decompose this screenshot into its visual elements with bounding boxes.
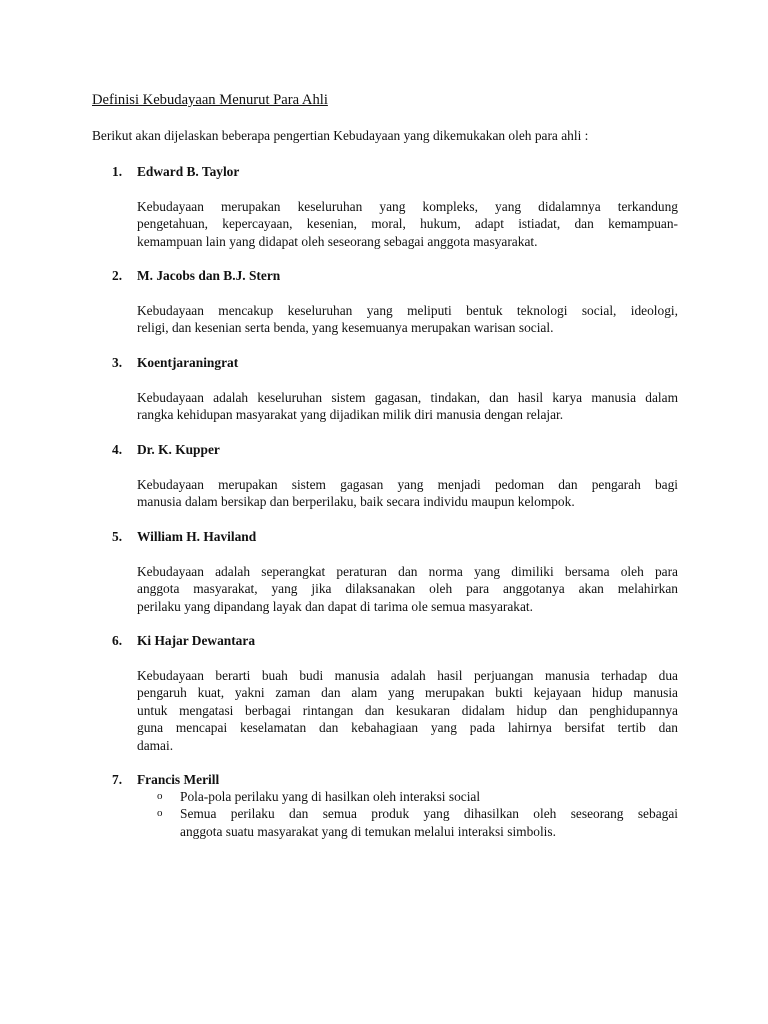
entry-name: Francis Merill [137,772,220,787]
entry-name: Koentjaraningrat [137,355,239,370]
entry-number: 5. [112,529,123,544]
entry-name: Dr. K. Kupper [137,442,220,457]
entry-definition [137,389,678,424]
entry-number: 4. [112,442,123,457]
entry-definition [137,563,678,615]
entry-definition [137,302,678,337]
bullet-circle-icon: o [157,807,163,820]
bullet-line: Semua perilaku dan semua produk yang dihasilkan oleh seseorang sebagai [180,806,678,822]
entry-name: William H. Haviland [137,529,257,544]
entry-number: 7. [112,772,123,787]
entry-number: 1. [112,164,123,179]
definition-line: pengetahuan, kepercayaan, kesenian, moral, hukum, adapt istiadat, dan kemampuan- [137,216,678,232]
entry-number: 2. [112,268,123,283]
definition-line: religi, dan kesenian serta benda, yang kesemuanya merupakan warisan social. [137,320,554,336]
definition-line: damai. [137,737,174,753]
definition-line: perilaku yang dipandang layak dan dapat di tarima ole semua masyarakat. [137,598,533,614]
entry-number: 6. [112,633,123,648]
entry-name: M. Jacobs dan B.J. Stern [137,268,281,283]
definition-line: Kebudayaan adalah seperangkat peraturan dan norma yang dimiliki bersama oleh para [137,564,678,579]
definition-line: Kebudayaan berarti buah budi manusia adalah hasil perjuangan manusia terhadap dua [137,668,678,683]
definition-line: pengaruh kuat, yakni zaman dan alam yang merupakan bukti kejayaan hidup manusia [137,685,678,701]
bullet-line: anggota suatu masyarakat yang di temukan melalui interaksi simbolis. [180,823,556,839]
definition-line: rangka kehidupan masyarakat yang dijadikan milik diri manusia dengan relajar. [137,407,564,423]
definition-line: Kebudayaan adalah keseluruhan sistem gagasan, tindakan, dan hasil karya manusia dalam [137,390,678,405]
page-title: Definisi Kebudayaan Menurut Para Ahli [92,92,328,108]
definition-line: Kebudayaan merupakan keseluruhan yang kompleks, yang didalamnya terkandung [137,199,678,214]
entry-number: 3. [112,355,123,370]
definition-line: guna mencapai keselamatan dan kebahagiaan yang pada lahirnya bersifat tertib dan [137,720,678,736]
bullet-circle-icon: o [157,790,163,802]
entry-name: Edward B. Taylor [137,164,240,179]
definition-line: anggota masyarakat, yang jika dilaksanakan oleh para anggotanya akan melahirkan [137,581,678,597]
bullet-text [180,788,678,805]
entry-definition [137,476,678,511]
entry-definition [137,198,678,250]
entry-definition [137,667,678,754]
bullet-line: Pola-pola perilaku yang di hasilkan oleh interaksi social [180,789,481,804]
intro-paragraph: Berikut akan dijelaskan beberapa pengertian Kebudayaan yang dikemukakan oleh para ahli : [92,128,589,143]
definition-line: Kebudayaan merupakan sistem gagasan yang menjadi pedoman dan pengarah bagi [137,477,678,492]
bullet-text [180,805,678,840]
definition-line: untuk mengatasi berbagai rintangan dan kesukaran didalam hidup dan penghidupannya [137,702,678,718]
definition-line: kemampuan lain yang didapat oleh seseorang sebagai anggota masyarakat. [137,233,538,249]
definition-line: manusia dalam bersikap dan berperilaku, baik secara individu maupun kelompok. [137,494,575,510]
definition-line: Kebudayaan mencakup keseluruhan yang meliputi bentuk teknologi social, ideologi, [137,303,678,318]
entry-name: Ki Hajar Dewantara [137,633,256,648]
